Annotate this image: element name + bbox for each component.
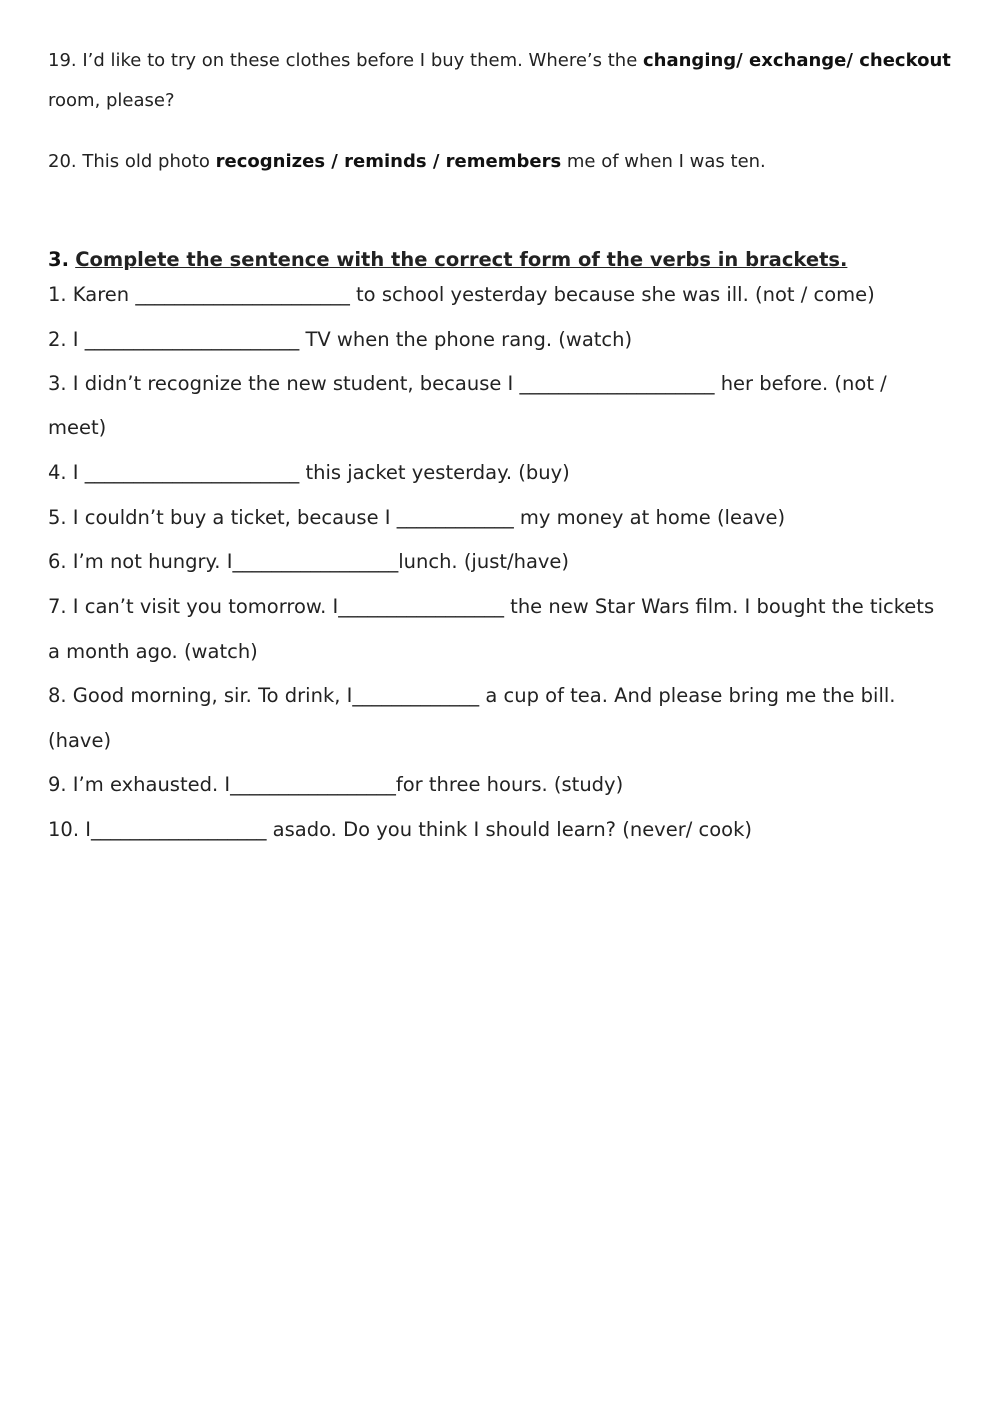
exercise-item-3-line-1: 3. I didn’t recognize the new student, because I ____________________ her before. (not / bbox=[48, 372, 887, 395]
exercise-item-7-line-1: 7. I can’t visit you tomorrow. I_________________ the new Star Wars film. I bought the tickets bbox=[48, 595, 935, 618]
question-20-options: recognizes / reminds / remembers bbox=[215, 151, 562, 172]
exercise-item-5: 5. I couldn’t buy a ticket, because I ____________ my money at home (leave) bbox=[48, 506, 786, 529]
exercise-item-10: 10. I__________________ asado. Do you think I should learn? (never/ cook) bbox=[48, 818, 752, 841]
exercise-item-1: 1. Karen ______________________ to school yesterday because she was ill. (not / come) bbox=[48, 283, 875, 306]
question-20-text-end: me of when I was ten. bbox=[561, 151, 766, 172]
exercise-item-9: 9. I’m exhausted. I_________________for three hours. (study) bbox=[48, 773, 624, 796]
exercise-item-3-line-2: meet) bbox=[48, 416, 107, 439]
section-3-title: Complete the sentence with the correct form of the verbs in brackets. bbox=[75, 248, 848, 271]
section-3-heading bbox=[48, 248, 847, 271]
question-20-line bbox=[48, 151, 766, 172]
question-19-text-end: room, please? bbox=[48, 90, 175, 111]
question-19-options: changing/ exchange/ checkout bbox=[642, 50, 951, 71]
exercise-item-7-line-2: a month ago. (watch) bbox=[48, 640, 258, 663]
question-19-line-2 bbox=[48, 90, 175, 111]
question-19-line-1 bbox=[48, 50, 951, 71]
section-3-number: 3. bbox=[48, 248, 69, 271]
exercise-item-8-line-2: (have) bbox=[48, 729, 112, 752]
exercise-item-2: 2. I ______________________ TV when the phone rang. (watch) bbox=[48, 328, 633, 351]
question-19-text: 19. I’d like to try on these clothes before I buy them. Where’s the bbox=[48, 50, 643, 71]
exercise-item-6: 6. I’m not hungry. I_________________lunch. (just/have) bbox=[48, 550, 570, 573]
exercise-item-8-line-1: 8. Good morning, sir. To drink, I_____________ a cup of tea. And please bring me the bill. bbox=[48, 684, 896, 707]
question-20-text: 20. This old photo bbox=[48, 151, 216, 172]
exercise-item-4: 4. I ______________________ this jacket yesterday. (buy) bbox=[48, 461, 570, 484]
